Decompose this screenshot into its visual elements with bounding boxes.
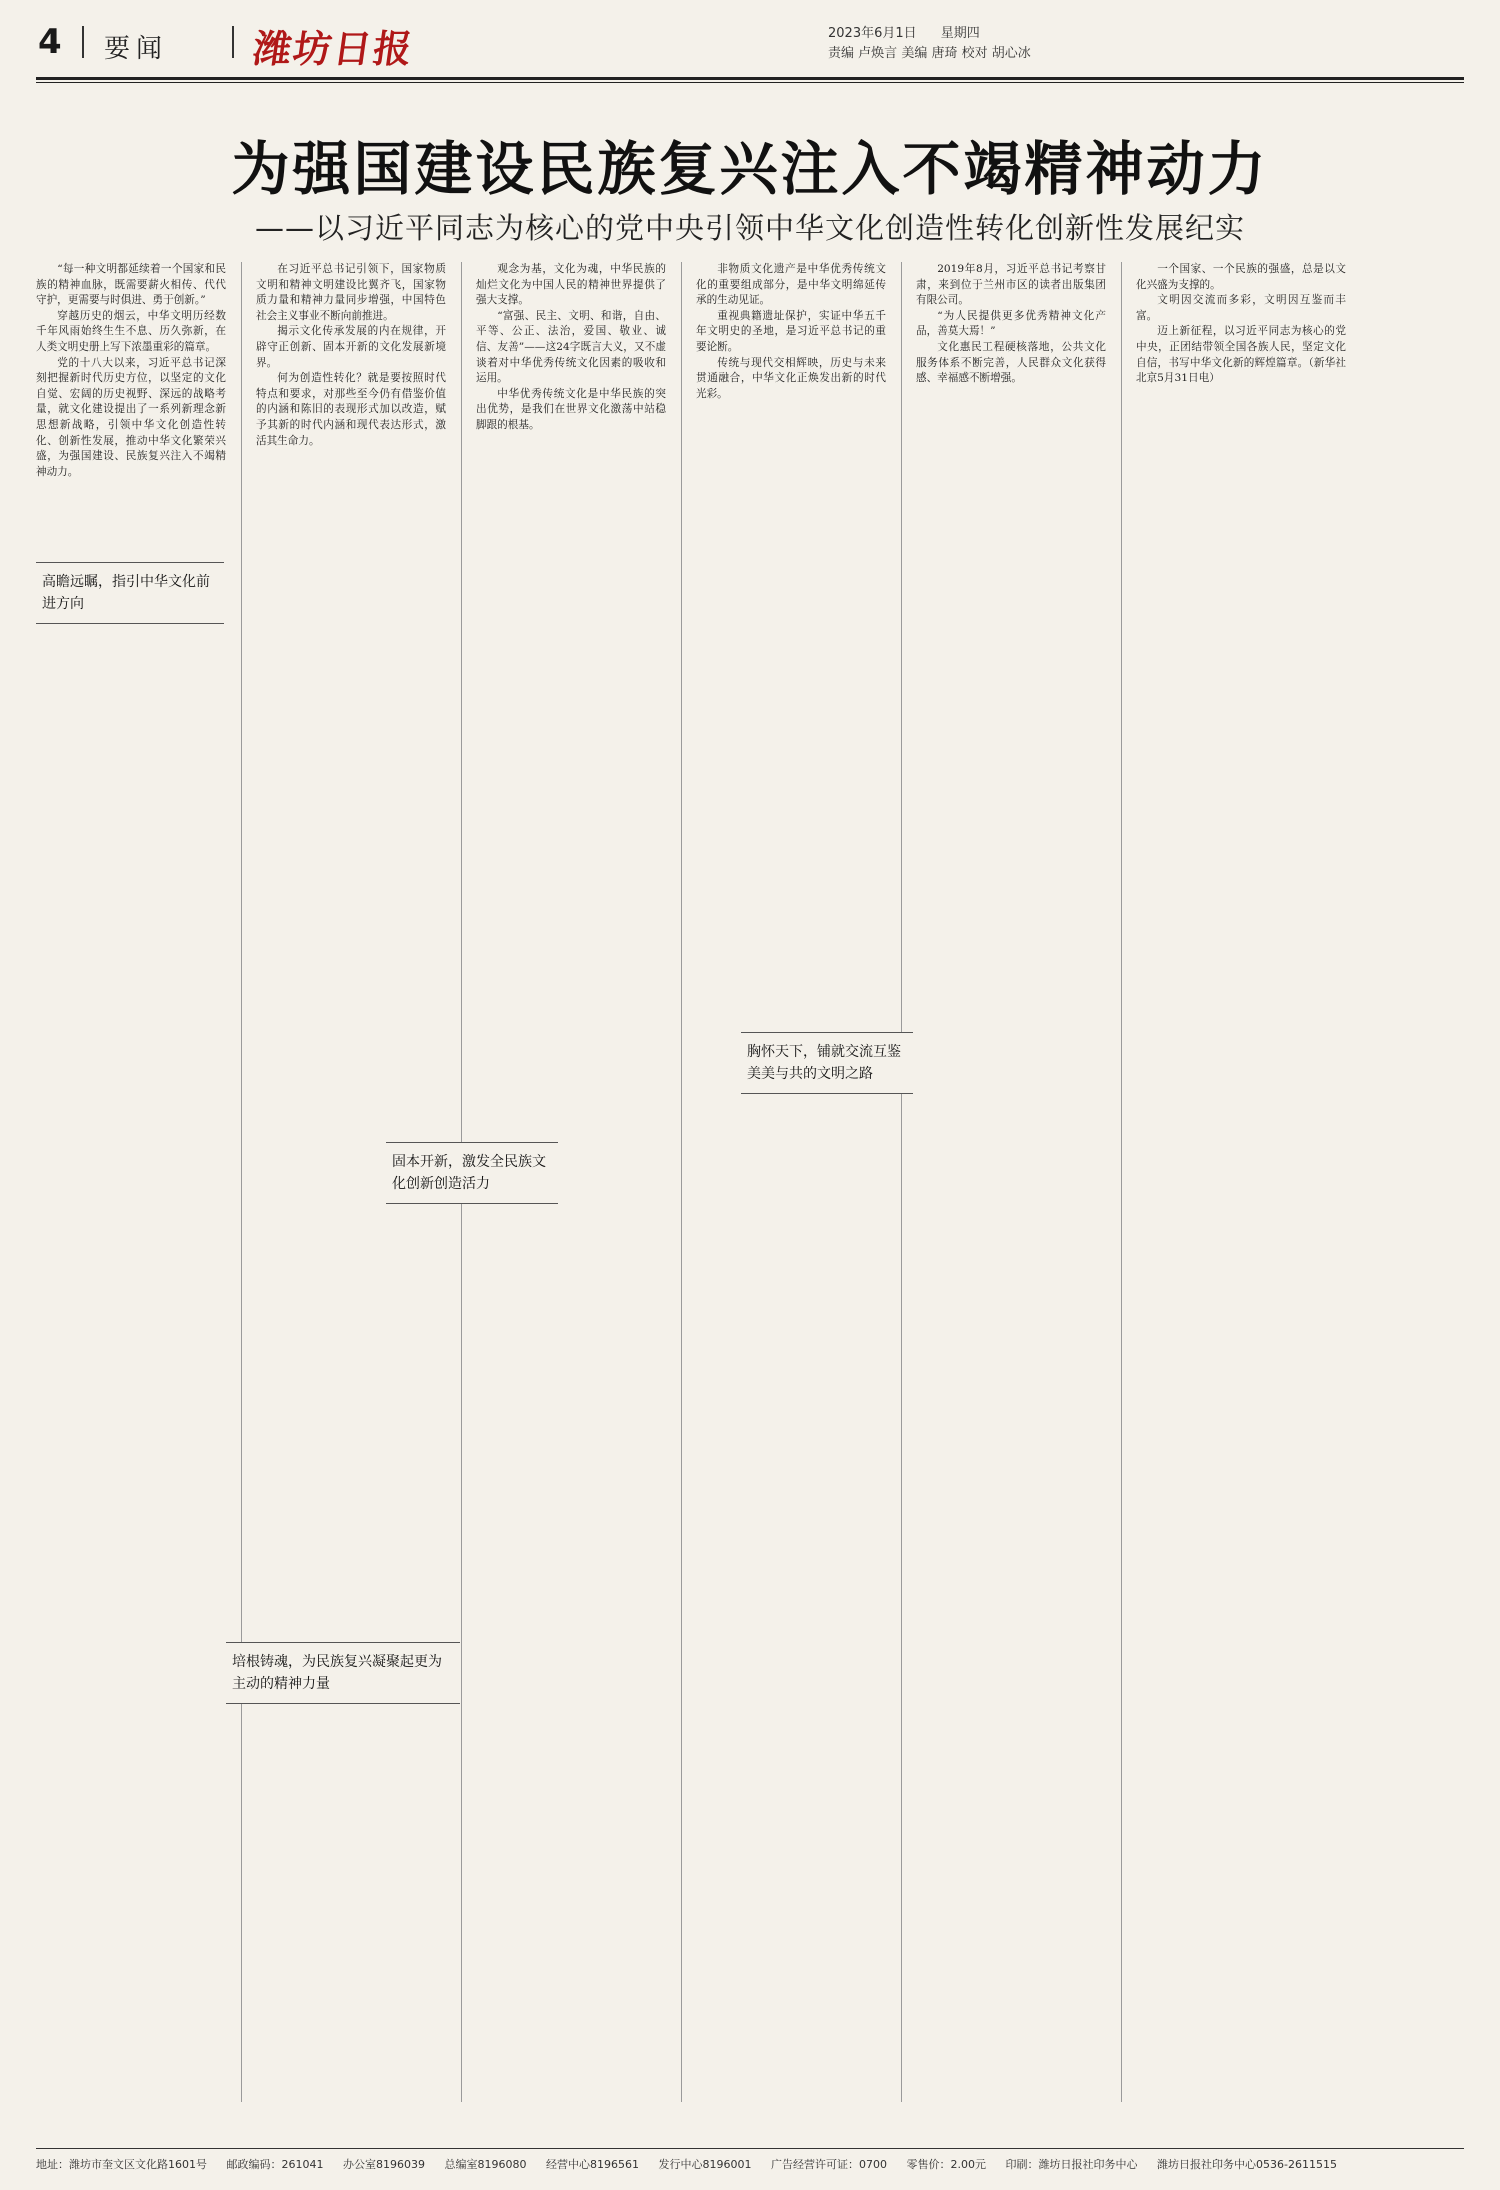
paragraph: 何为创造性转化？就是要按照时代特点和要求，对那些至今仍有借鉴价值的内涵和陈旧的表现形式加以改造，赋予其新的时代内涵和现代表达形式，激活其生命力。: [256, 372, 446, 447]
footer-distribution-phone: 发行中心8196001: [658, 2158, 752, 2171]
footer-rule: [36, 2148, 1464, 2149]
footer-printer: 印刷：潍坊日报社印务中心: [1005, 2158, 1138, 2171]
paragraph: 中华优秀传统文化是中华民族的突出优势，是我们在世界文化激荡中站稳脚跟的根基。: [476, 387, 666, 431]
footer-address: 地址：潍坊市奎文区文化路1601号: [36, 2158, 207, 2171]
footer-ad-license: 广告经营许可证：0700: [771, 2158, 887, 2171]
paragraph: 传统与现代交相辉映，历史与未来贯通融合，中华文化正焕发出新的时代光彩。: [696, 356, 886, 400]
top-rule: [36, 77, 1464, 80]
article-column-1: [36, 262, 226, 2102]
footer: [36, 2156, 1464, 2172]
divider: [82, 26, 84, 58]
editor-label: 责编: [828, 46, 855, 61]
paragraph: 迈上新征程，以习近平同志为核心的党中央，正团结带领全国各族人民，坚定文化自信，书写中华文化新的辉煌篇章。（新华社北京5月31日电）: [1136, 325, 1346, 385]
article-column-6: [1136, 262, 1346, 2102]
paragraph: 在习近平总书记引领下，国家物质文明和精神文明建设比翼齐飞，国家物质力量和精神力量同步增强，中国特色社会主义事业不断向前推进。: [256, 263, 446, 322]
footer-postcode: 邮政编码：261041: [226, 2158, 324, 2171]
publication-info: [828, 24, 1031, 64]
column-rule: [1121, 262, 1122, 2102]
column-rule: [241, 262, 242, 2102]
footer-business-phone: 经营中心8196561: [546, 2158, 639, 2171]
paragraph: 文化惠民工程硬核落地，公共文化服务体系不断完善，人民群众文化获得感、幸福感不断增强。: [916, 340, 1106, 385]
paragraph: 一个国家、一个民族的强盛，总是以文化兴盛为支撑的。: [1136, 263, 1346, 291]
art-label: 美编: [901, 46, 928, 61]
paragraph: 穿越历史的烟云，中华文明历经数千年风雨始终生生不息、历久弥新，在人类文明史册上写下浓墨重彩的篇章。: [36, 309, 226, 353]
paragraph: “为人民提供更多优秀精神文化产品，善莫大焉！”: [916, 309, 1106, 338]
article-column-5: [916, 262, 1106, 2102]
paragraph: 非物质文化遗产是中华优秀传统文化的重要组成部分，是中华文明绵延传承的生动见证。: [696, 263, 886, 307]
column-rule: [901, 262, 902, 2102]
section-subhead: 胸怀天下，铺就交流互鉴美美与共的文明之路: [741, 1032, 913, 1094]
art-editor-name: 唐琦: [931, 46, 958, 61]
paragraph: 党的十八大以来，习近平总书记深刻把握新时代历史方位，以坚定的文化自觉、宏阔的历史视野、深远的战略考量，就文化建设提出了一系列新理念新思想新战略，引领中华文化创造性转化、创新性发展，推动中华文化繁荣兴盛，为强国建设、民族复兴注入不竭精神动力。: [36, 356, 226, 478]
footer-office-phone: 办公室8196039: [343, 2158, 425, 2171]
issue-weekday: 星期四: [940, 26, 980, 41]
divider: [232, 26, 234, 58]
masthead: [0, 0, 1500, 78]
proofreader-name: 胡心冰: [991, 46, 1031, 61]
newspaper-logo: 潍坊日报: [250, 26, 417, 71]
paragraph: “每一种文明都延续着一个国家和民族的精神血脉，既需要薪火相传、代代守护，更需要与时俱进、勇于创新。”: [36, 263, 226, 307]
footer-editorial-phone: 总编室8196080: [444, 2158, 527, 2171]
paragraph: “富强、民主、文明、和谐，自由、平等、公正、法治，爱国、敬业、诚信、友善”——这24字既言大义，又不虚谈着对中华优秀传统文化因素的吸收和运用。: [476, 309, 666, 385]
article-body: [36, 262, 1464, 2102]
paragraph: 观念为基，文化为魂，中华民族的灿烂文化为中国人民的精神世界提供了强大支撑。: [476, 263, 666, 307]
section-name: 要闻: [104, 34, 169, 64]
article-column-4: [696, 262, 886, 2102]
column-rule: [681, 262, 682, 2102]
footer-price: 零售价：2.00元: [906, 2158, 986, 2171]
footer-printer-phone: 潍坊日报社印务中心0536-2611515: [1157, 2158, 1337, 2171]
page-number: 4: [38, 22, 62, 62]
section-subhead: 高瞻远瞩，指引中华文化前进方向: [36, 562, 224, 624]
issue-date: 2023年6月1日: [828, 26, 917, 41]
paragraph: 2019年8月，习近平总书记考察甘肃，来到位于兰州市区的读者出版集团有限公司。: [916, 263, 1106, 307]
paragraph: 重视典籍遗址保护，实证中华五千年文明史的圣地，是习近平总书记的重要论断。: [696, 309, 886, 353]
proof-label: 校对: [961, 46, 988, 61]
editor-name: 卢焕言: [858, 46, 898, 61]
paragraph: 文明因交流而多彩，文明因互鉴而丰富。: [1136, 294, 1346, 322]
article-headline: 为强国建设民族复兴注入不竭精神动力: [231, 135, 1269, 203]
article-subtitle: ——以习近平同志为核心的党中央引领中华文化创造性转化创新性发展纪实: [254, 211, 1245, 245]
top-rule-thin: [36, 82, 1464, 83]
paragraph: 揭示文化传承发展的内在规律，开辟守正创新、固本开新的文化发展新境界。: [256, 325, 446, 369]
section-subhead: 固本开新，激发全民族文化创新创造活力: [386, 1142, 558, 1204]
section-subhead: 培根铸魂，为民族复兴凝聚起更为主动的精神力量: [226, 1642, 460, 1704]
